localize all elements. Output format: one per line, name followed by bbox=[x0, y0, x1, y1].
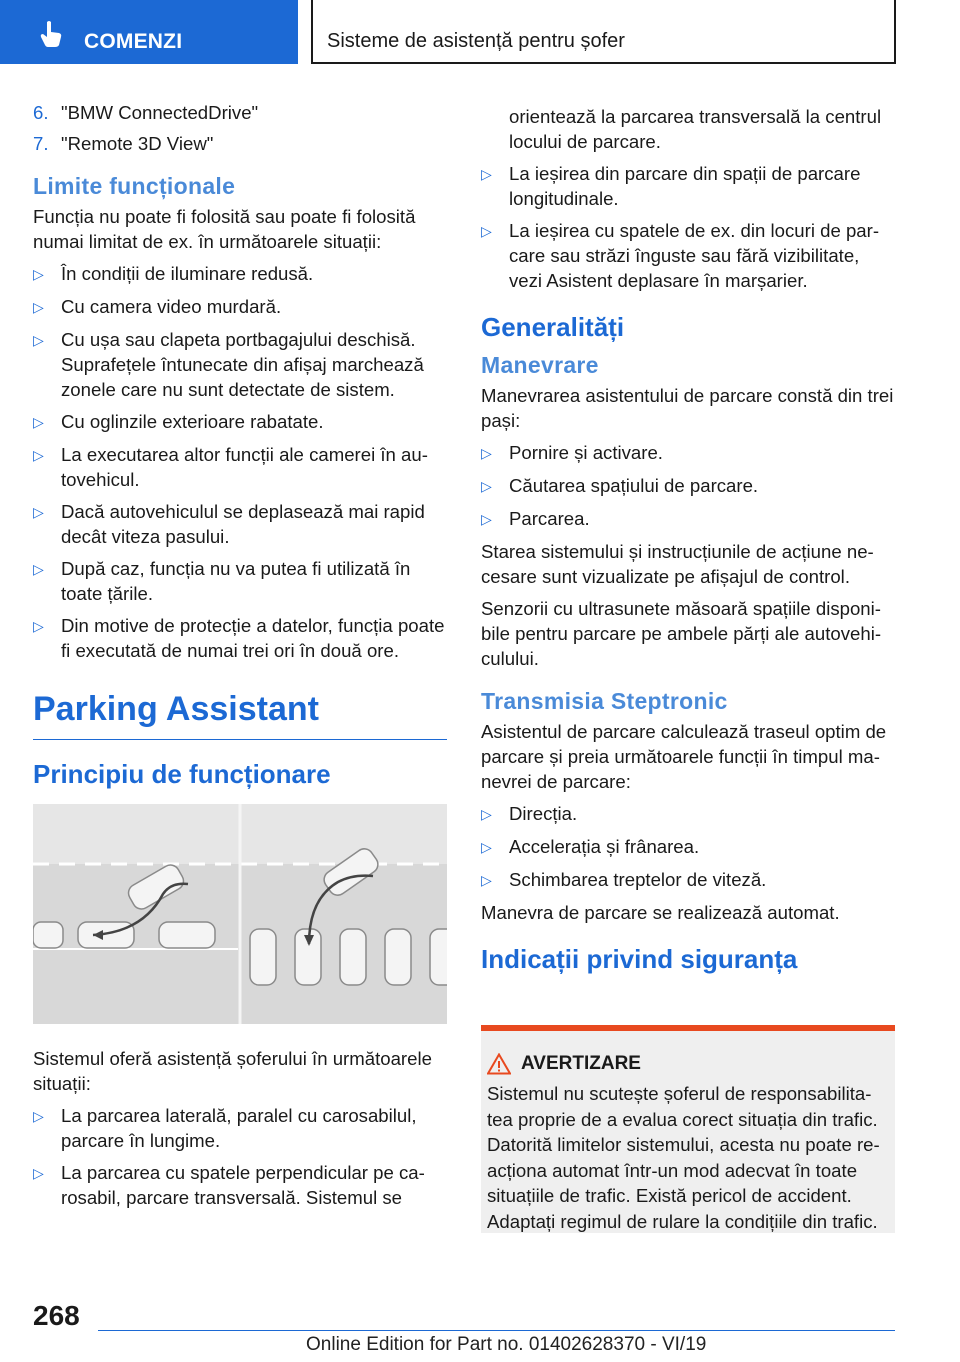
list-item: ▷ Dacă autovehiculul se deplasează mai rapid decât viteza pasului. bbox=[33, 501, 425, 547]
manevrare-paragraph: Starea sistemului și instrucțiunile de acțiune ne-cesare sunt vizualizate pe afișajul de control. bbox=[481, 541, 874, 587]
list-item: 7. "Remote 3D View" bbox=[33, 133, 214, 154]
manevrare-intro: Manevrarea asistentului de parcare constă din trei pași: bbox=[481, 385, 894, 431]
triangle-bullet-icon: ▷ bbox=[33, 266, 44, 282]
triangle-bullet-icon: ▷ bbox=[481, 166, 492, 182]
continued-text: orientează la parcarea transversală la centrul locului de parcare. bbox=[509, 106, 882, 152]
principle-heading: Principiu de funcționare bbox=[33, 759, 331, 789]
list-item: ▷ La ieșirea din parcare din spații de parcare longitudinale. bbox=[481, 163, 861, 209]
footer-text: Online Edition for Part no. 01402628370 - VI/19 bbox=[306, 1334, 707, 1355]
list-item: ▷ În condiții de iluminare redusă. bbox=[33, 261, 447, 287]
warning-triangle-icon bbox=[487, 1053, 511, 1075]
list-item: ▷ Parcarea. bbox=[481, 506, 895, 532]
parking-illustration bbox=[33, 804, 447, 1024]
list-item: ▷ La executarea altor funcții ale camerei în au-tovehicul. bbox=[33, 444, 428, 490]
warning-title: AVERTIZARE bbox=[521, 1053, 641, 1074]
list-item: ▷ Căutarea spațiului de parcare. bbox=[481, 473, 895, 499]
warning-box bbox=[481, 1025, 895, 1233]
triangle-bullet-icon: ▷ bbox=[481, 445, 492, 461]
right-column bbox=[481, 104, 895, 989]
list-item: 6. "BMW ConnectedDrive" bbox=[33, 102, 259, 123]
triangle-bullet-icon: ▷ bbox=[33, 618, 44, 634]
steptronic-intro: Asistentul de parcare calculează traseul optim de parcare și preia următoarele funcții în timpul ma-nevrei de parcare: bbox=[481, 721, 887, 792]
section-label: COMENZI bbox=[84, 30, 183, 53]
triangle-bullet-icon: ▷ bbox=[481, 223, 492, 239]
list-item: ▷ La parcarea laterală, paralel cu carosabilul, parcare în lungime. bbox=[33, 1105, 417, 1151]
hand-pointer-icon bbox=[38, 20, 64, 48]
list-item: ▷ La parcarea cu spatele perpendicular pe ca-rosabil, parcare transversală. Sistemul se bbox=[33, 1162, 425, 1208]
triangle-bullet-icon: ▷ bbox=[33, 504, 44, 520]
list-item: ▷ Accelerația și frânarea. bbox=[481, 834, 895, 860]
limits-intro: Funcția nu poate fi folosită sau poate fi folosită numai limitat de ex. în următoarele situații: bbox=[33, 206, 416, 252]
triangle-bullet-icon: ▷ bbox=[481, 839, 492, 855]
triangle-bullet-icon: ▷ bbox=[33, 299, 44, 315]
footer-divider bbox=[98, 1330, 895, 1331]
list-item: ▷ Cu camera video murdară. bbox=[33, 294, 447, 320]
chapter-label: Sisteme de asistență pentru șofer bbox=[327, 30, 625, 52]
parking-diagram bbox=[33, 804, 447, 1024]
triangle-bullet-icon: ▷ bbox=[481, 872, 492, 888]
triangle-bullet-icon: ▷ bbox=[33, 1165, 44, 1181]
manevrare-paragraph: Senzorii cu ultrasunete măsoară spațiile disponi-bile pentru parcare pe ambele părți ale autovehi-culului. bbox=[481, 598, 882, 669]
triangle-bullet-icon: ▷ bbox=[33, 1108, 44, 1124]
list-item: ▷ La ieșirea cu spatele de ex. din locuri de par-care sau străzi înguste sau fără vizibilitate, vezi Asistent deplasare în marșarier. bbox=[481, 220, 880, 291]
list-item: ▷ Cu oglinzile exterioare rabatate. bbox=[33, 409, 447, 435]
triangle-bullet-icon: ▷ bbox=[481, 478, 492, 494]
parking-assistant-title: Parking Assistant bbox=[33, 689, 447, 740]
triangle-bullet-icon: ▷ bbox=[33, 414, 44, 430]
general-heading: Generalități bbox=[481, 312, 625, 342]
page-number: 268 bbox=[33, 1300, 80, 1331]
triangle-bullet-icon: ▷ bbox=[33, 447, 44, 463]
list-item: ▷ Pornire și activare. bbox=[481, 440, 895, 466]
triangle-bullet-icon: ▷ bbox=[33, 561, 44, 577]
chapter-tab[interactable] bbox=[311, 0, 896, 64]
triangle-bullet-icon: ▷ bbox=[481, 511, 492, 527]
safety-heading: Indicații privind siguranța bbox=[481, 944, 798, 974]
left-column bbox=[33, 100, 447, 1217]
triangle-bullet-icon: ▷ bbox=[33, 332, 44, 348]
steptronic-heading: Transmisia Steptronic bbox=[481, 688, 728, 714]
manevrare-heading: Manevrare bbox=[481, 352, 599, 378]
list-item: ▷ Cu ușa sau clapeta portbagajului deschisă. Suprafețele întunecate din afișaj marchează zonele care nu sunt detectate de sistem. bbox=[33, 329, 424, 400]
limits-heading: Limite funcționale bbox=[33, 173, 236, 199]
list-item: ▷ Direcția. bbox=[481, 801, 895, 827]
list-item: ▷ Schimbarea treptelor de viteză. bbox=[481, 867, 895, 893]
warning-text: Sistemul nu scutește șoferul de responsabilita-tea proprie de a evalua corect situația din trafic. Datorită limitelor sistemului, acesta nu poate re-acționa automat într-un mod adecvat în toate situațiile de trafic. Există pericol de accident. Adaptați regimul de rulare la condițiile din trafic. bbox=[487, 1083, 880, 1232]
list-item: ▷ După caz, funcția nu va putea fi utilizată în toate țările. bbox=[33, 558, 411, 604]
section-tab[interactable] bbox=[0, 0, 298, 64]
principle-intro: Sistemul oferă asistență șoferului în următoarele situații: bbox=[33, 1048, 432, 1094]
steptronic-end: Manevra de parcare se realizează automat. bbox=[481, 902, 840, 923]
list-item: ▷ Din motive de protecție a datelor, funcția poate fi executată de numai trei ori în două ore. bbox=[33, 615, 445, 661]
triangle-bullet-icon: ▷ bbox=[481, 806, 492, 822]
